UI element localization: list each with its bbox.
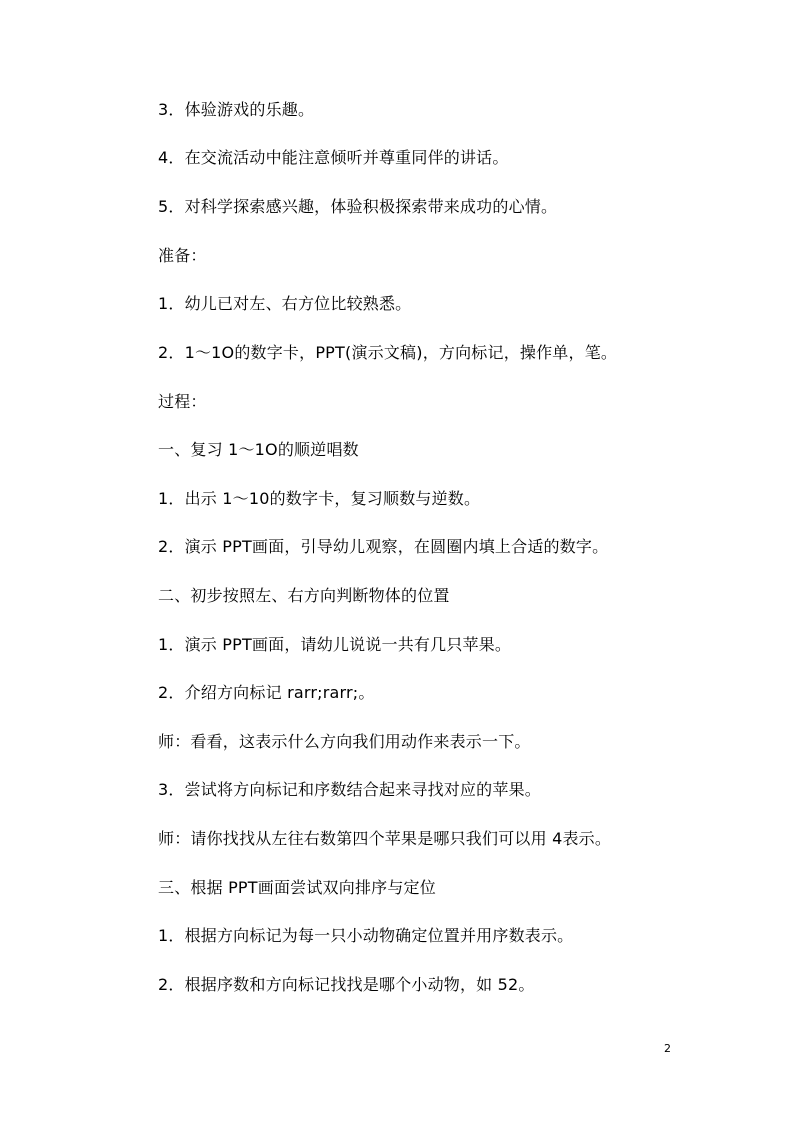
text-line-teacher-1: 师：看看，这表示什么方向我们用动作来表示一下。: [158, 732, 531, 751]
text-line-step-2-2: 2．介绍方向标记 rarr;rarr;。: [158, 683, 375, 702]
text-line-teacher-2: 师：请你找找从左往右数第四个苹果是哪只我们可以用 4表示。: [158, 829, 612, 848]
page-number: 2: [664, 1042, 671, 1055]
text-line-step-2-1: 1．演示 PPT画面，请幼儿说说一共有几只苹果。: [158, 635, 512, 654]
section-heading-process: 过程：: [158, 392, 207, 411]
text-line-step-3-1: 1．根据方向标记为每一只小动物确定位置并用序数表示。: [158, 926, 574, 945]
text-line-goal-5: 5．对科学探索感兴趣，体验积极探索带来成功的心情。: [158, 197, 558, 216]
subheading-step-3: 三、根据 PPT画面尝试双向排序与定位: [158, 878, 436, 897]
subheading-step-1: 一、复习 1～1O的顺逆唱数: [158, 440, 359, 459]
text-line-prep-1: 1．幼儿已对左、右方位比较熟悉。: [158, 294, 412, 313]
text-line-step-3-2: 2．根据序数和方向标记找找是哪个小动物，如 52。: [158, 975, 535, 994]
text-line-prep-2: 2．1～1O的数字卡，PPT(演示文稿)，方向标记，操作单，笔。: [158, 343, 618, 362]
section-heading-preparation: 准备：: [158, 246, 207, 265]
text-line-step-2-3: 3．尝试将方向标记和序数结合起来寻找对应的苹果。: [158, 780, 541, 799]
subheading-step-2: 二、初步按照左、右方向判断物体的位置: [158, 586, 450, 605]
text-line-goal-4: 4．在交流活动中能注意倾听并尊重同伴的讲话。: [158, 148, 509, 167]
text-line-step-1-2: 2．演示 PPT画面，引导幼儿观察，在圆圈内填上合适的数字。: [158, 537, 609, 556]
text-line-goal-3: 3．体验游戏的乐趣。: [158, 100, 315, 119]
text-line-step-1-1: 1．出示 1～10的数字卡，复习顺数与逆数。: [158, 489, 481, 508]
